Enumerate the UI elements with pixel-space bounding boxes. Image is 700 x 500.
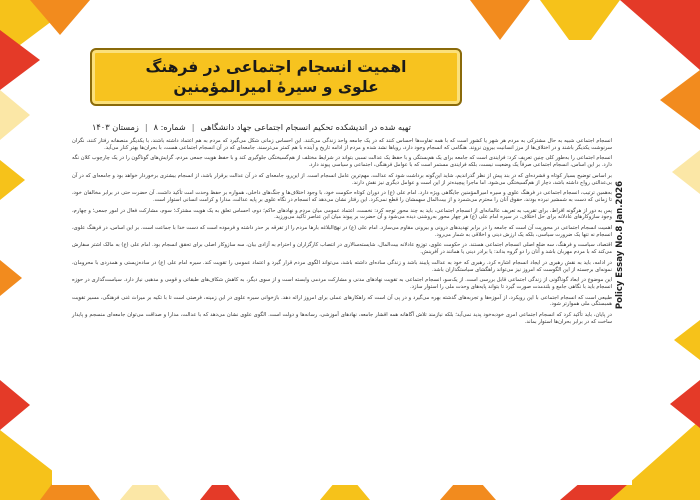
paragraph: انسجام اجتماعی را به‌طور کلی چنین تعریف کرد: فرایندی است که جامعه برای یک هم‌بستگی و با حفظ یک عدالت نسبی بتواند در شرایط مختلف از هم‌گسیختگی جلوگیری کند و با حفظ هویت جمعی مردم، گرایش‌های گوناگون را در یک چارچوب کلان نگه دارد. بر این اساس، انسجام اجتماعی صرفاً یک وضعیت نیست، بلکه فرایندی مستمر است که با عوامل فرهنگی، اجتماعی و سیاسی پیوند دارد. (72, 155, 612, 169)
paragraph: اقتصاد، سیاست و فرهنگ، سه ضلع اصلی انسجام اجتماعی هستند. در حکومت علوی، توزیع عادلانه بیت‌المال، شایسته‌سالاری در انتصاب کارگزاران و احترام به آزادی بیان، سه سازوکار اصلی برای تحقق انسجام بود. امام علی (ع) به مالک اشتر سفارش می‌کند که با مردم مهربان باشد و آنان را دو گروه بداند: یا برادر دینی یا همانند در آفرینش. (72, 242, 612, 256)
paragraph: پس به دور از هرگونه افراط، برای تقریب به تعریف عالمانه‌ای از انسجام اجتماعی، باید به چند محور توجه کرد: نخست، اعتماد عمومی میان مردم و نهادهای حاکم؛ دوم، احساس تعلق به یک هویت مشترک؛ سوم، مشارکت فعال در امور جمعی؛ و چهارم، وجود سازوکارهای عادلانه برای حل اختلاف. در سیره امام علی (ع) هر چهار محور به‌روشنی دیده می‌شود و آن حضرت بر پیوند میان این عناصر تأکید می‌ورزید. (72, 207, 612, 221)
paragraph: انسجام اجتماعی شبیه به حال مشترکی به مردم هر شهر یا کشور است که با همه تفاوت‌ها احساس کنند که در یک جامعه واحد زندگی می‌کنند. این احساس زمانی شکل می‌گیرد که مردم به هم اعتماد داشته باشند، با یکدیگر منصفانه رفتار کنند، نگران سرنوشت یکدیگر باشند و در اختلاف‌ها از مرز انسانیت بیرون نروند. هنگامی که انسجام وجود دارد، رویاها نشد شده و مردم از ادامه تاریخ و آینده با هم کمتر می‌ترسند. جامعه‌ای که در آن انسجام اجتماعی هست، با بحران‌ها بهتر کنار می‌آید. (72, 138, 612, 151)
paragraph: به‌همین ترتیب، انسجام اجتماعی در فرهنگ علوی و سیره امیرالمؤمنین جایگاهی ویژه دارد. امام علی (ع) در دوران کوتاه حکومت خود، با وجود اختلاف‌ها و جنگ‌های داخلی، همواره بر حفظ وحدت امت تأکید داشت. آن حضرت حتی در برابر مخالفان خود، تا زمانی که دست به شمشیر نبرده بودند، حقوق آنان را محترم می‌شمرد و از بیت‌المال سهمشان را قطع نمی‌کرد. این رفتار نشان می‌دهد که انسجام در نگاه علوی بر پایه عدالت، مدارا و کرامت انسانی استوار است. (72, 190, 612, 203)
side-label-text: Policy Essay No.8 Jan.2026 (615, 180, 625, 310)
decor-triangle (30, 0, 90, 35)
title-line-1: اهمیت انسجام اجتماعی در فرهنگ (145, 58, 407, 76)
paragraph: این موضوع در ابعاد گوناگونی از زندگی اجتماعی قابل بررسی است. از یک‌سو، انسجام اجتماعی به تقویت نهادهای مدنی و مشارکت مردمی وابسته است و از سوی دیگر، به کاهش شکاف‌های طبقاتی و قومی و مذهبی نیاز دارد. سیاست‌گذاری در حوزه انسجام باید با نگاهی جامع و بلندمدت صورت گیرد تا بتواند پایه‌های وحدت ملی را استوار سازد. (72, 277, 612, 290)
byline-issue: شماره: ۸ (153, 122, 186, 132)
paragraph: در ادامه، باید به نقش رهبری در ایجاد انسجام اشاره کرد. رهبری که خود به عدالت پایبند باشد و زندگی ساده‌ای داشته باشد، می‌تواند الگوی مردم قرار گیرد و اعتماد عمومی را تقویت کند. سیره امام علی (ع) در ساده‌زیستی و همدردی با محرومان، نمونه‌ای برجسته از این الگوست که امروز نیز می‌تواند راهگشای سیاستگذاران باشد. (72, 259, 612, 273)
byline-date: زمستان ۱۴۰۳ (92, 122, 139, 132)
byline-prepared-by: تهیه شده در اندیشکده تحکیم انسجام اجتماعی جهاد دانشگاهی (200, 122, 411, 132)
paragraph: بر اساس توضیح بسیار کوتاه و فشرده‌ای که در بند پیش از نظر گذراندیم، شاید این‌گونه برداشت شود که عدالت، مهم‌ترین عامل انسجام است. از این‌رو، جامعه‌ای که در آن عدالت برقرار باشد، از انسجام بیشتری برخوردار خواهد بود و جامعه‌ای که در آن بی‌عدالتی رواج داشته باشد، دچار از هم‌گسیختگی می‌شود. اما ماجرا پیچیده‌تر از این است و عوامل دیگری نیز نقش دارند. (72, 172, 612, 186)
decor-triangle (470, 0, 530, 40)
decor-triangle (620, 0, 700, 70)
article-body (72, 138, 612, 329)
decor-triangle (0, 260, 22, 296)
document-page (52, 40, 632, 485)
decor-triangle (0, 160, 25, 200)
decor-triangle (674, 320, 700, 360)
title-banner (90, 48, 462, 106)
decor-triangle (670, 380, 700, 428)
decor-triangle (672, 150, 700, 194)
paragraph: اهمیت انسجام اجتماعی در محوریت آن است که جامعه را در برابر تهدیدهای درونی و بیرونی مقاوم می‌سازد. امام علی (ع) در نهج‌البلاغه بارها مردم را از تفرقه بر حذر داشته و فرموده است که دست خدا با جماعت است. بر این اساس، در فرهنگ علوی، انسجام نه تنها یک ضرورت سیاسی، بلکه یک ارزش دینی و اخلاقی به شمار می‌رود. (72, 225, 612, 238)
paragraph: طبیعی است که انسجام اجتماعی با این رویکرد، از آموزه‌ها و تجربه‌های گذشته بهره می‌گیرد و در پی آن است که راهکارهای عملی برای امروز ارائه دهد. بازخوانی سیره علوی در این زمینه، فرصتی است تا با تکیه بر میراث غنی فرهنگی، مسیر تقویت همبستگی ملی هموارتر شود. (72, 294, 612, 308)
decor-triangle (0, 380, 30, 430)
byline (92, 120, 462, 134)
side-label (610, 160, 624, 360)
decor-triangle (0, 30, 40, 90)
paragraph: در پایان، باید تأکید کرد که انسجام اجتماعی امری خودبه‌خود پدید نمی‌آید؛ بلکه نیازمند تلاش آگاهانه همه اقشار جامعه، نهادهای آموزشی، رسانه‌ها و دولت است. الگوی علوی نشان می‌دهد که با عدالت، مدارا و صداقت می‌توان جامعه‌ای منسجم و پایدار ساخت که در برابر بحران‌ها استوار بماند. (72, 312, 612, 325)
decor-triangle (660, 70, 700, 130)
byline-separator: | (191, 122, 195, 132)
byline-separator: | (144, 122, 148, 132)
decor-triangle (0, 90, 30, 140)
title-line-2: علوی و سیرۀ امیرالمؤمنین (173, 78, 379, 96)
